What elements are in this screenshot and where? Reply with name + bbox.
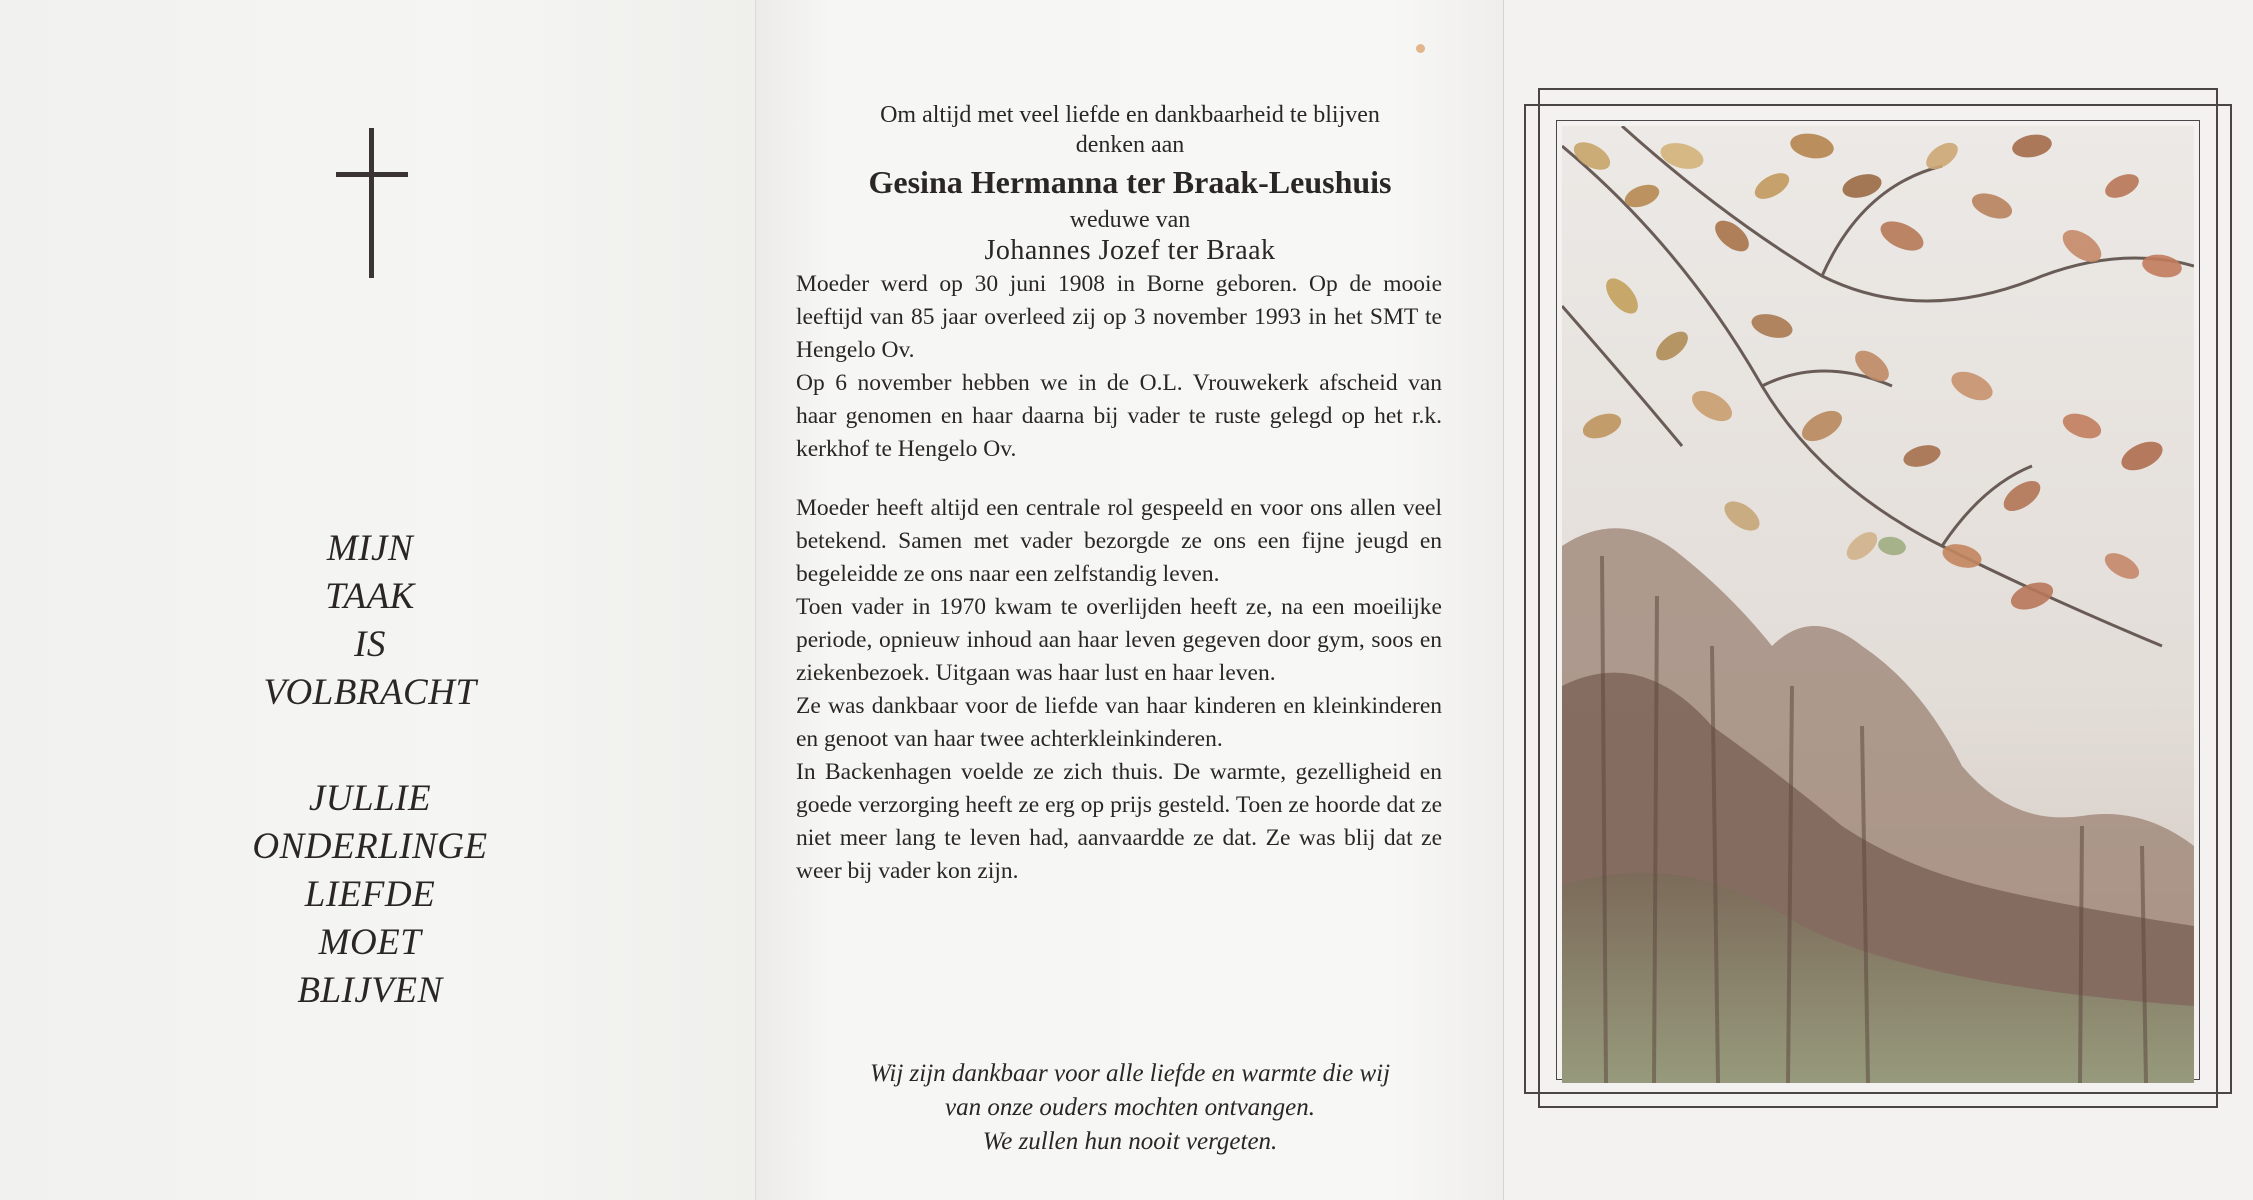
- verse-line: MOET: [318, 922, 422, 963]
- autumn-leaves-photo: [1562, 126, 2194, 1083]
- verse-line: ONDERLINGE: [252, 826, 488, 867]
- verse-line: IS: [354, 624, 386, 665]
- paragraph-funeral: Op 6 november hebben we in de O.L. Vrouwekerk afscheid van haar genomen en haar daarna bij vader te ruste gelegd op het r.k. kerkhof te Hengelo Ov.: [796, 370, 1442, 462]
- paragraph-grandchildren: Ze was dankbaar voor de liefde van haar kinderen en kleinkinderen en genoot van haar twee achterkleinkinderen.: [796, 693, 1442, 752]
- biography-block-1: [796, 268, 1442, 466]
- verse-line: BLIJVEN: [297, 970, 443, 1011]
- verse-line: LIEFDE: [304, 874, 436, 915]
- verse-line: VOLBRACHT: [263, 672, 477, 713]
- paragraph-birth-death: Moeder werd op 30 juni 1908 in Borne geboren. Op de mooie leeftijd van 85 jaar overleed zij op 3 november 1993 in het SMT te Hengelo Ov.: [796, 271, 1442, 363]
- closing-line: We zullen hun nooit vergeten.: [982, 1128, 1278, 1155]
- verse-line: MIJN: [326, 528, 414, 569]
- cross-icon: [336, 128, 408, 278]
- deceased-name: Gesina Hermanna ter Braak-Leushuis: [868, 164, 1392, 200]
- husband-name: Johannes Jozef ter Braak: [984, 235, 1276, 266]
- verse-mijn-taak: [170, 525, 570, 717]
- biography-block-2: [796, 492, 1442, 888]
- closing-line: Wij zijn dankbaar voor alle liefde en warmte die wij: [869, 1060, 1391, 1087]
- closing-line: van onze ouders mochten ontvangen.: [944, 1094, 1316, 1121]
- paragraph-central-role: Moeder heeft altijd een centrale rol gespeeld en voor ons allen veel betekend. Samen met vader bezorgde ze ons een fijne jeugd en begeleidde ze ons naar een zelfstandig leven.: [796, 495, 1442, 587]
- verse-line: JULLIE: [308, 778, 432, 819]
- closing-verse: [790, 1057, 1470, 1159]
- paragraph-backenhagen: In Backenhagen voelde ze zich thuis. De warmte, gezelligheid en goede verzorging heeft ze erg op prijs gesteld. Toen ze hoorde dat ze niet meer lang te leven had, aanvaardde ze dat. Ze was blij dat ze weer bij vader kon zijn.: [796, 759, 1442, 884]
- paper-speck: [1416, 44, 1425, 53]
- intro-line: Om altijd met veel liefde en dankbaarheid te blijven: [880, 102, 1380, 128]
- intro-text: [790, 100, 1470, 160]
- paragraph-after-1970: Toen vader in 1970 kwam te overlijden heeft ze, na een moeilijke periode, opnieuw inhoud aan haar leven gegeven door gym, soos en ziekenbezoek. Uitgaan was haar lust en haar leven.: [796, 594, 1442, 686]
- left-card-panel: [0, 0, 755, 1200]
- intro-line: denken aan: [1075, 132, 1185, 158]
- verse-line: TAAK: [325, 576, 415, 617]
- widow-label: weduwe van: [1069, 207, 1191, 233]
- verse-onderlinge-liefde: [170, 775, 570, 1015]
